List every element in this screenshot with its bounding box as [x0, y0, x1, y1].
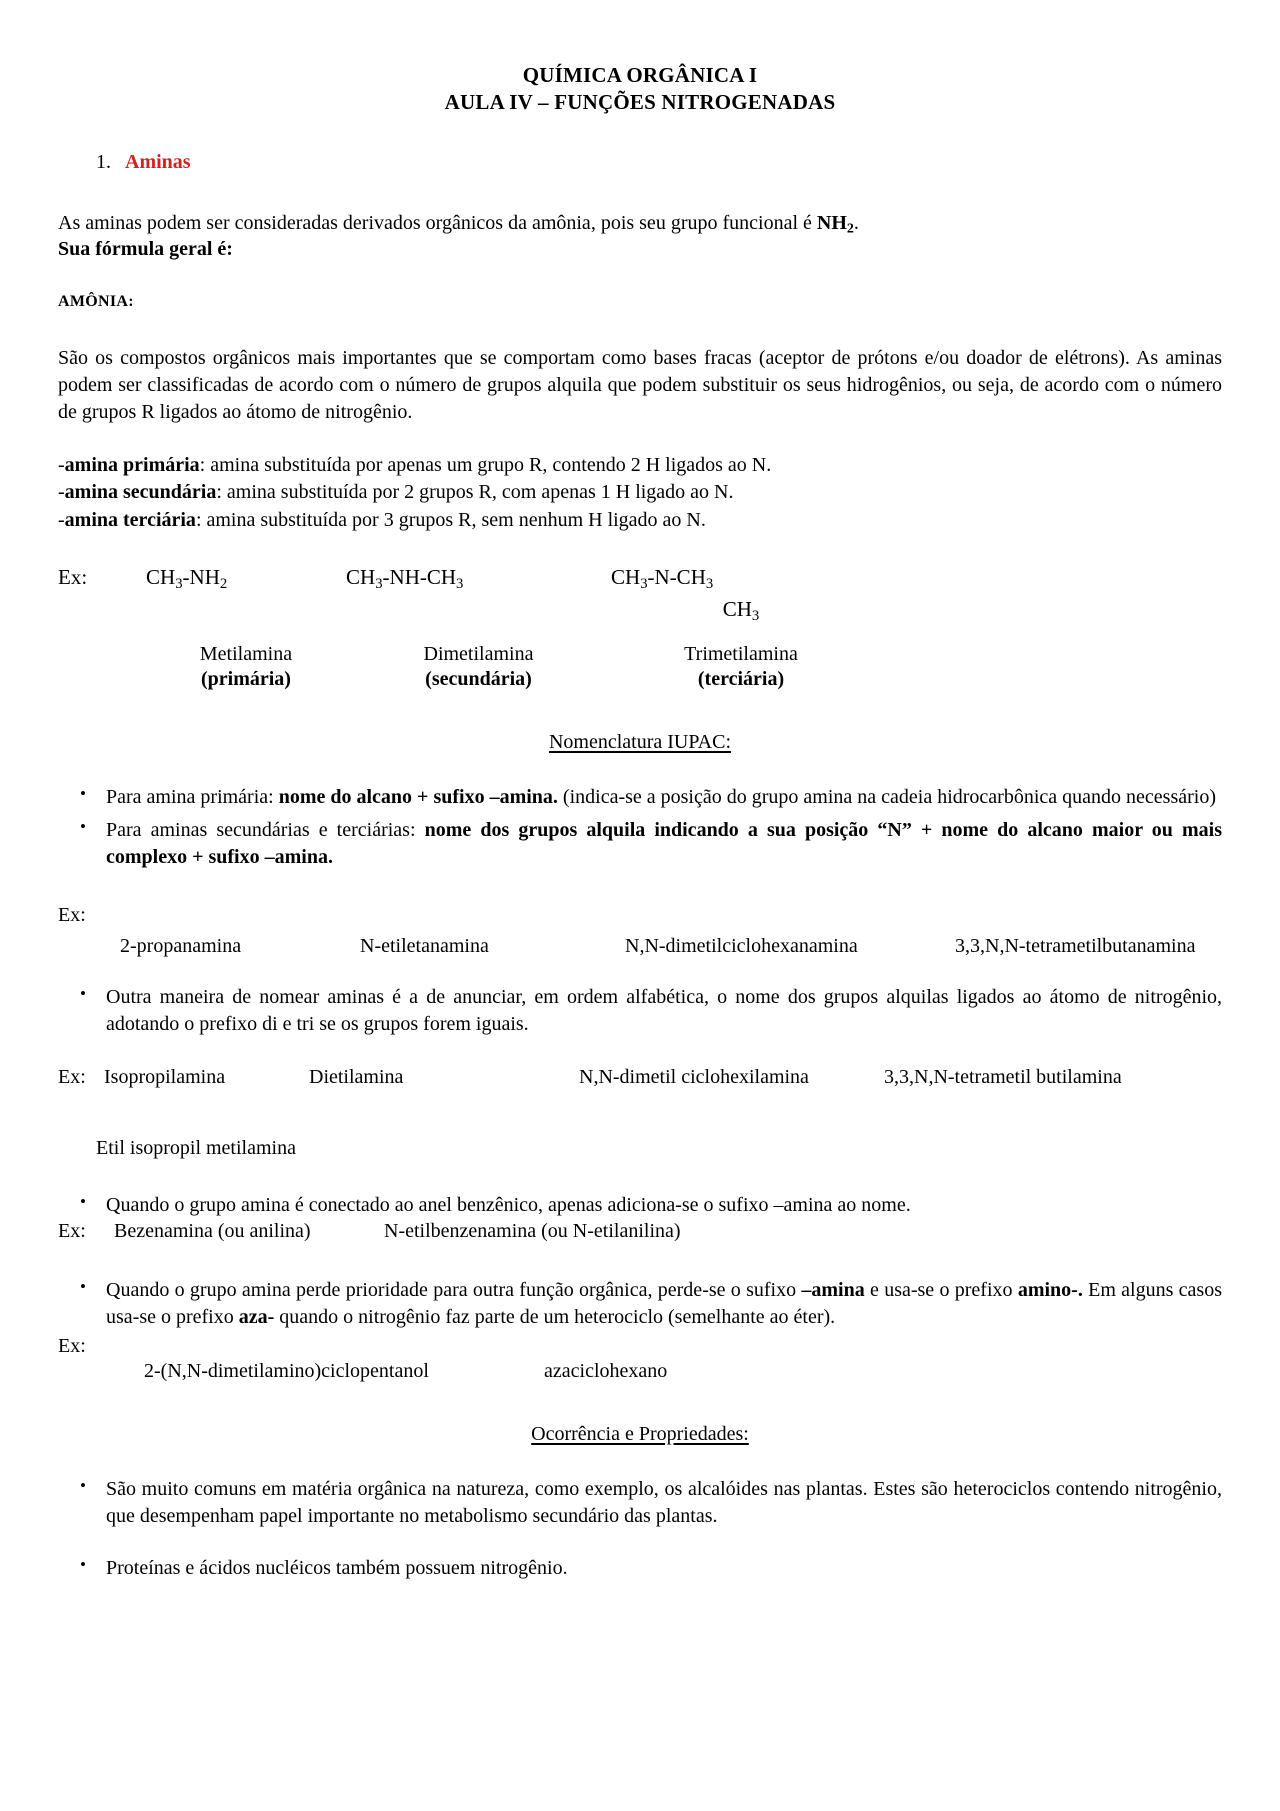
extra-example-line: Etil isopropil metilamina: [96, 1136, 296, 1159]
formula-3-p2: -N-CH: [647, 565, 706, 590]
formula-2-p2: -NH-CH: [382, 565, 457, 590]
iupac-example-3: N,N-dimetilciclohexanamina: [625, 935, 858, 958]
example-label: Ex:: [58, 565, 88, 590]
priority-b1: –amina: [801, 1279, 865, 1302]
iupac-bullet-1: [58, 784, 1222, 811]
section-title: Aminas: [125, 150, 191, 173]
formula-2-p1: CH: [346, 565, 376, 590]
iupac-b1-bold: nome do alcano + sufixo –amina.: [278, 785, 558, 808]
intro-paragraph: [58, 210, 1222, 237]
priority-p4: quando o nitrogênio faz parte de um heterociclo (semelhante ao éter).: [274, 1306, 836, 1329]
formula-dimetilamina: [346, 564, 611, 591]
iupac-heading: Nomenclatura IUPAC:: [548, 730, 731, 753]
formula-metilamina: [146, 564, 346, 591]
intro-block: [58, 210, 1222, 264]
iupac-example-4: 3,3,N,N-tetrametilbutanamina: [955, 935, 1196, 958]
formula-3-s1: 3: [640, 576, 648, 593]
priority-examples-row: [58, 1360, 1222, 1383]
bases-paragraph: São os compostos orgânicos mais importantes que se comportam como bases fracas (aceptor de prótons e/ou doador de elétrons). As aminas podem ser classificadas de acordo com o número de grupos alquila que podem substituir os seus hidrogênios, ou seja, de acordo com o número de grupos R ligados ao átomo de nitrogênio.: [58, 347, 1222, 423]
classif-rest-2: : amina substituída por 2 grupos R, com apenas 1 H ligado ao N.: [216, 481, 734, 504]
properties-bullet-list: [58, 1476, 1222, 1582]
name-dimetilamina: Dimetilamina: [423, 642, 534, 665]
properties-heading: Ocorrência e Propriedades:: [531, 1422, 749, 1445]
alt-example-4: 3,3,N,N-tetrametil butilamina: [884, 1065, 1122, 1088]
formula-general-line: Sua fórmula geral é:: [58, 238, 233, 261]
priority-p1: Quando o grupo amina perde prioridade para outra função orgânica, perde-se o sufixo: [106, 1279, 802, 1302]
formula-3-s2: 3: [705, 576, 714, 593]
formula-3-p1: CH: [611, 565, 641, 590]
priority-bullet: [58, 1277, 1222, 1331]
intro-formula-base: NH: [816, 211, 847, 234]
priority-example-1: 2-(N,N-dimetilamino)ciclopentanol: [144, 1359, 429, 1382]
iupac-examples-row: [58, 935, 1222, 958]
title-line-1: QUÍMICA ORGÂNICA I: [522, 63, 758, 87]
alt-naming-bullet: • Outra maneira de nomear aminas é a de anunciar, em ordem alfabética, o nome dos grupos alquilas ligados ao átomo de nitrogênio, adotando o prefixo di e tri se os grupos forem iguais.: [58, 984, 1222, 1038]
iupac-b2-pre: Para aminas secundárias e terciárias:: [106, 818, 425, 841]
formula-2-s1: 3: [375, 576, 383, 593]
classification-primaria: [58, 452, 1222, 480]
title-line-2: AULA IV – FUNÇÕES NITROGENADAS: [444, 90, 836, 115]
alt-naming-examples-row: [58, 1066, 1222, 1089]
intro-text-part1: As aminas podem ser consideradas derivados orgânicos da amônia, pois seu grupo funcional é: [58, 211, 817, 234]
classif-term-2: amina secundária: [64, 481, 217, 504]
section-heading-aminas: [96, 151, 1222, 174]
intro-formula-subscript: 2: [846, 221, 854, 237]
intro-formula: [816, 211, 854, 237]
formula-branch-subscript: 3: [751, 607, 760, 624]
formula-1-s1: 3: [175, 576, 183, 593]
alt-example-3: N,N-dimetil ciclohexilamina: [579, 1065, 809, 1088]
formula-trimetilamina-branch: $CH_3$: [722, 596, 760, 624]
benzene-bullet: • Quando o grupo amina é conectado ao anel benzênico, apenas adiciona-se o sufixo –amina ao nome.: [58, 1192, 1222, 1219]
priority-bullet-list: [58, 1277, 1222, 1331]
benzene-examples-label: Ex:: [58, 1220, 86, 1243]
page-title: [58, 62, 1222, 117]
alt-example-2: Dietilamina: [309, 1065, 404, 1088]
benzene-example-2: N-etilbenzenamina (ou N-etilanilina): [384, 1220, 681, 1243]
alt-example-1: Isopropilamina: [104, 1065, 226, 1088]
classif-rest-1: : amina substituída por apenas um grupo R, contendo 2 H ligados ao N.: [199, 453, 772, 476]
formula-2-s2: 3: [456, 576, 464, 593]
iupac-b1-post: (indica-se a posição do grupo amina na cadeia hidrocarbônica quando necessário): [557, 785, 1216, 808]
formula-1-p1: CH: [146, 565, 176, 590]
classif-rest-3: : amina substituída por 3 grupos R, sem nenhum H ligado ao N.: [195, 508, 706, 531]
priority-p2: e usa-se o prefixo: [864, 1279, 1018, 1302]
alt-naming-bullet-list: [58, 984, 1222, 1038]
amonia-label: AMÔNIA:: [58, 293, 134, 311]
names-row-spacer: [58, 643, 146, 666]
classification-terciaria-label: (terciária): [697, 667, 785, 690]
example-names-row: [58, 643, 1222, 666]
benzene-examples-row: [58, 1220, 1222, 1243]
classif-dash-1: -: [58, 453, 65, 476]
name-metilamina: Metilamina: [199, 642, 293, 665]
formula-trimetilamina: [611, 564, 871, 623]
classif-dash-3: -: [58, 508, 65, 531]
classification-primaria-label: (primária): [201, 667, 291, 690]
properties-bullet-2: • Proteínas e ácidos nucléicos também possuem nitrogênio.: [58, 1555, 1222, 1582]
name-trimetilamina: Trimetilamina: [684, 642, 798, 665]
iupac-bullet-list: [58, 784, 1222, 870]
section-number: 1.: [96, 150, 111, 173]
iupac-examples-label: Ex:: [58, 904, 86, 927]
classification-list: [58, 452, 1222, 535]
formula-1-s2: 2: [219, 576, 228, 593]
priority-example-2: azaciclohexano: [544, 1359, 668, 1382]
classification-terciaria: [58, 507, 1222, 535]
iupac-b1-pre: Para amina primária:: [106, 785, 279, 808]
iupac-example-1: 2-propanamina: [120, 935, 242, 958]
iupac-bullet-2: [58, 817, 1222, 871]
classification-secundaria-label: (secundária): [425, 667, 532, 690]
properties-bullet-1: • São muito comuns em matéria orgânica na natureza, como exemplo, os alcalóides nas plantas. Estes são heterociclos contendo nitrogênio, que desempenham papel importante no metabolismo secundário das plantas.: [58, 1476, 1222, 1530]
example-formula-row: [58, 564, 1222, 623]
iupac-b2-bold: nome dos grupos alquila indicando a sua posição “N” + nome do alcano maior ou mais complexo + sufixo –amina.: [106, 818, 1222, 868]
formula-1-p2: -NH: [182, 565, 220, 590]
priority-p3: Em alguns casos usa-se o prefixo: [106, 1279, 1222, 1329]
classif-term-1: amina primária: [64, 453, 200, 476]
benzene-example-1: Bezenamina (ou anilina): [114, 1220, 311, 1243]
alt-examples-label: Ex:: [58, 1065, 86, 1088]
priority-examples-label: Ex:: [58, 1334, 86, 1357]
example-classification-row: [58, 668, 1222, 691]
classification-row-spacer: [58, 668, 146, 691]
classification-secundaria: [58, 479, 1222, 507]
priority-b2: amino-.: [1017, 1279, 1083, 1302]
priority-b3: aza-: [238, 1306, 275, 1329]
intro-text-part2: .: [853, 211, 859, 234]
example-formulas-block: [58, 564, 1222, 691]
benzene-bullet-list: [58, 1192, 1222, 1219]
classif-term-3: amina terciária: [64, 508, 196, 531]
classif-dash-2: -: [58, 481, 65, 504]
iupac-example-2: N-etiletanamina: [360, 935, 489, 958]
